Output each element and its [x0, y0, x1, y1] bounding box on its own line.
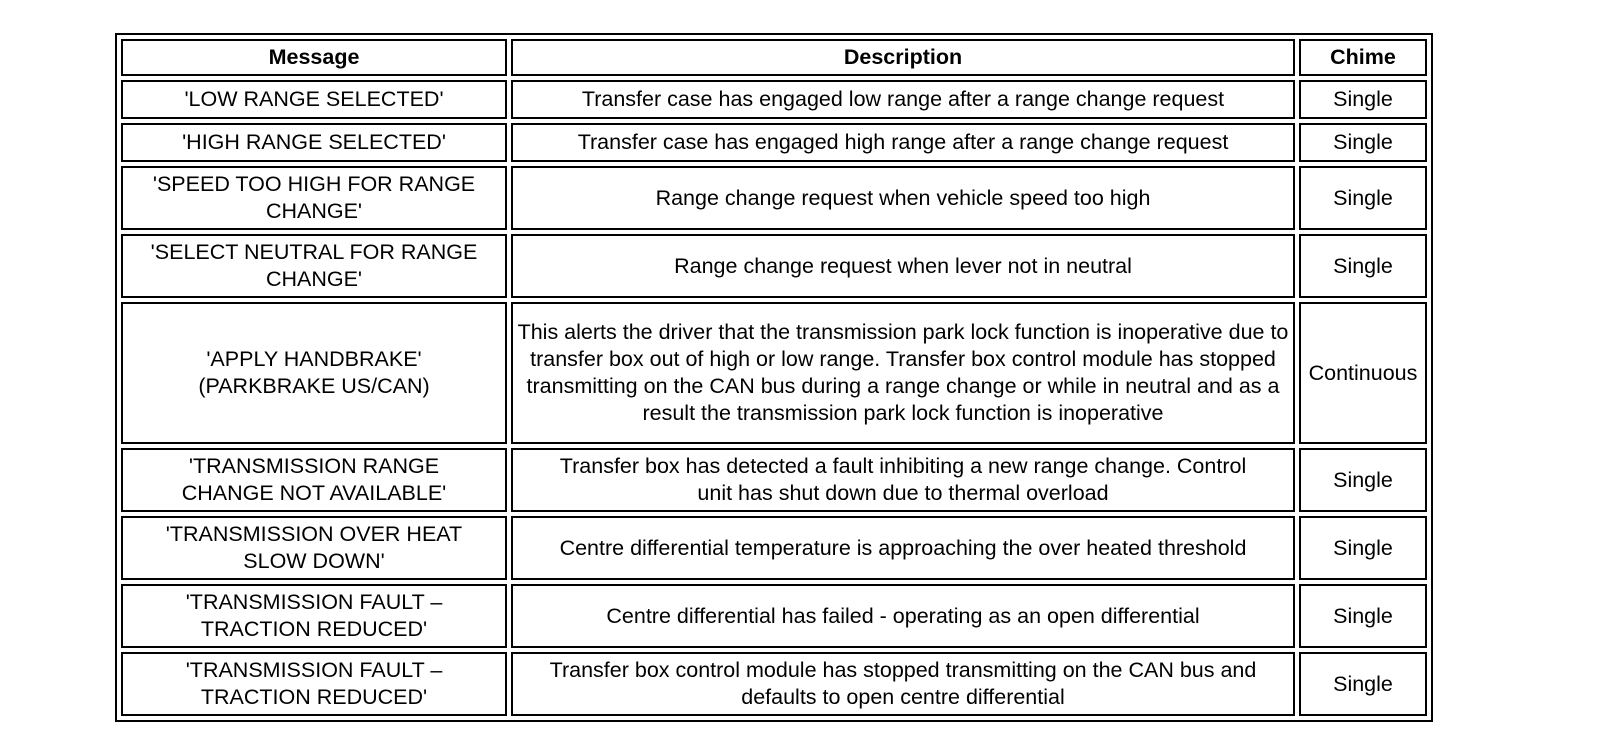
table-row — [121, 123, 1427, 162]
chime-cell: Single — [1299, 234, 1427, 298]
message-table-container — [115, 33, 1433, 722]
message-cell: 'SPEED TOO HIGH FOR RANGE CHANGE' — [121, 166, 507, 230]
table-row — [121, 516, 1427, 580]
header-chime: Chime — [1299, 39, 1427, 76]
message-cell: 'HIGH RANGE SELECTED' — [121, 123, 507, 162]
table-row — [121, 302, 1427, 444]
message-cell: 'LOW RANGE SELECTED' — [121, 80, 507, 119]
description-cell: Centre differential has failed - operating as an open differential — [511, 584, 1295, 648]
description-cell: Range change request when vehicle speed too high — [511, 166, 1295, 230]
chime-cell: Single — [1299, 80, 1427, 119]
message-table — [115, 33, 1433, 722]
table-row — [121, 584, 1427, 648]
table-row — [121, 80, 1427, 119]
header-message: Message — [121, 39, 507, 76]
description-cell: Transfer box control module has stopped transmitting on the CAN bus and defaults to open centre differential — [511, 652, 1295, 716]
table-row — [121, 166, 1427, 230]
table-row — [121, 652, 1427, 716]
chime-cell: Single — [1299, 166, 1427, 230]
table-row — [121, 234, 1427, 298]
table-row — [121, 448, 1427, 512]
chime-cell: Single — [1299, 123, 1427, 162]
chime-cell: Continuous — [1299, 302, 1427, 444]
description-cell: Range change request when lever not in neutral — [511, 234, 1295, 298]
message-cell: 'SELECT NEUTRAL FOR RANGE CHANGE' — [121, 234, 507, 298]
message-cell: 'TRANSMISSION FAULT – TRACTION REDUCED' — [121, 652, 507, 716]
table-header-row — [121, 39, 1427, 76]
chime-cell: Single — [1299, 584, 1427, 648]
message-cell: 'TRANSMISSION OVER HEAT SLOW DOWN' — [121, 516, 507, 580]
chime-cell: Single — [1299, 652, 1427, 716]
description-cell: Centre differential temperature is approaching the over heated threshold — [511, 516, 1295, 580]
description-cell: Transfer case has engaged high range after a range change request — [511, 123, 1295, 162]
header-description: Description — [511, 39, 1295, 76]
description-cell: This alerts the driver that the transmission park lock function is inoperative due to transfer box out of high or low range. Transfer box control module has stopped transmitting on the CAN bus during a range change or while in neutral and as a result the transmission park lock function is inoperative — [511, 302, 1295, 444]
chime-cell: Single — [1299, 516, 1427, 580]
description-cell: Transfer box has detected a fault inhibiting a new range change. Control unit has shut down due to thermal overload — [511, 448, 1295, 512]
message-cell: 'TRANSMISSION RANGE CHANGE NOT AVAILABLE' — [121, 448, 507, 512]
message-cell: 'APPLY HANDBRAKE' (PARKBRAKE US/CAN) — [121, 302, 507, 444]
message-cell: 'TRANSMISSION FAULT – TRACTION REDUCED' — [121, 584, 507, 648]
description-cell: Transfer case has engaged low range after a range change request — [511, 80, 1295, 119]
chime-cell: Single — [1299, 448, 1427, 512]
